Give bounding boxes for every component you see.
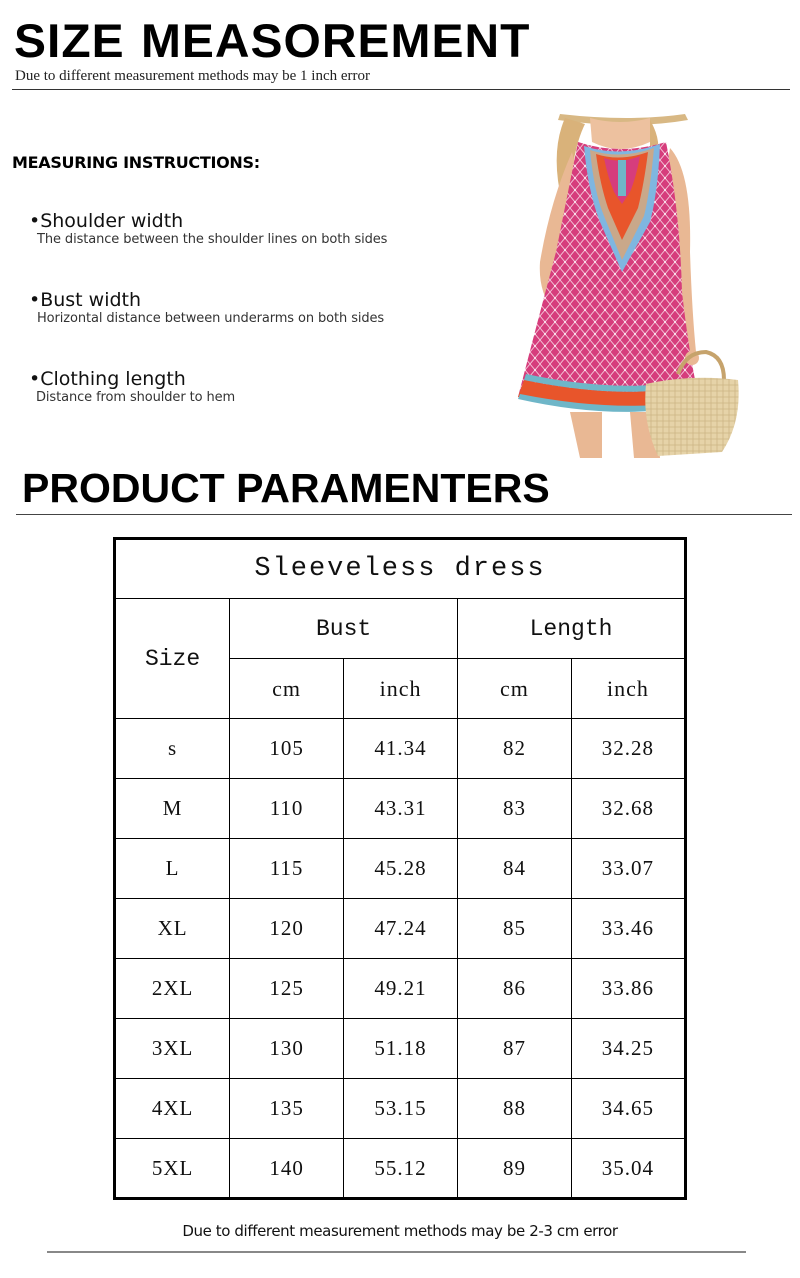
instruction-desc: Distance from shoulder to hem (36, 390, 236, 405)
length-inch-cell: 32.28 (571, 719, 685, 779)
bust-cm-cell: 105 (230, 719, 344, 779)
length-inch-cell: 34.25 (571, 1019, 685, 1079)
bust-inch-cell: 45.28 (343, 839, 457, 899)
bust-cm-cell: 120 (230, 899, 344, 959)
bust-inch-cell: 55.12 (343, 1139, 457, 1199)
table-caption: Sleeveless dress (115, 539, 686, 599)
bust-cm-cell: 115 (230, 839, 344, 899)
length-cm-cell: 85 (458, 899, 572, 959)
length-inch-cell: 34.65 (571, 1079, 685, 1139)
bust-inch-cell: 49.21 (343, 959, 457, 1019)
measuring-instructions-heading: MEASURING INSTRUCTIONS: (12, 153, 260, 172)
length-inch-cell: 35.04 (571, 1139, 685, 1199)
size-cell: XL (115, 899, 230, 959)
length-cm-cell: 82 (458, 719, 572, 779)
table-row (115, 1139, 686, 1199)
instruction-desc: Horizontal distance between underarms on both sides (37, 311, 385, 326)
measurement-error-note: Due to different measurement methods may be 1 inch error (15, 68, 371, 84)
bust-cm-header: cm (230, 659, 344, 719)
size-measurement-title (14, 14, 530, 68)
length-cm-cell: 89 (458, 1139, 572, 1199)
bust-inch-cell: 53.15 (343, 1079, 457, 1139)
divider (16, 514, 792, 515)
size-cell: L (115, 839, 230, 899)
table-row (115, 1079, 686, 1139)
size-cell: M (115, 779, 230, 839)
length-cm-cell: 87 (458, 1019, 572, 1079)
length-group-header: Length (458, 599, 686, 659)
bust-inch-cell: 43.31 (343, 779, 457, 839)
product-parameters-title: PRODUCT PARAMENTERS (22, 465, 550, 511)
table-row (115, 719, 686, 779)
size-chart-table (113, 537, 687, 1200)
title-word-measurement: MEASOREMENT (140, 14, 531, 67)
length-cm-cell: 88 (458, 1079, 572, 1139)
bust-inch-cell: 41.34 (343, 719, 457, 779)
size-cell: 5XL (115, 1139, 230, 1199)
table-row (115, 1019, 686, 1079)
measurement-error-footnote: Due to different measurement methods may be 2-3 cm error (182, 1222, 618, 1240)
instruction-desc: The distance between the shoulder lines on both sides (37, 232, 388, 247)
divider (12, 89, 790, 90)
length-cm-cell: 83 (458, 779, 572, 839)
bust-inch-cell: 47.24 (343, 899, 457, 959)
bust-inch-header: inch (343, 659, 457, 719)
size-cell: 3XL (115, 1019, 230, 1079)
table-row (115, 779, 686, 839)
length-inch-cell: 33.07 (571, 839, 685, 899)
bust-cm-cell: 130 (230, 1019, 344, 1079)
length-inch-cell: 33.46 (571, 899, 685, 959)
bust-cm-cell: 125 (230, 959, 344, 1019)
length-inch-cell: 33.86 (571, 959, 685, 1019)
size-column-header: Size (115, 599, 230, 719)
length-inch-cell: 32.68 (571, 779, 685, 839)
table-row (115, 959, 686, 1019)
length-cm-header: cm (458, 659, 572, 719)
bust-inch-cell: 51.18 (343, 1019, 457, 1079)
instruction-clothing-length (29, 368, 235, 406)
title-word-size: SIZE (14, 14, 125, 67)
product-model-image (510, 112, 750, 458)
instruction-bust-width (29, 289, 384, 327)
bust-cm-cell: 110 (230, 779, 344, 839)
bust-cm-cell: 135 (230, 1079, 344, 1139)
table-caption-row (115, 539, 686, 599)
bust-group-header: Bust (230, 599, 458, 659)
length-cm-cell: 84 (458, 839, 572, 899)
size-cell: s (115, 719, 230, 779)
instruction-name: •Shoulder width (29, 210, 184, 232)
size-cell: 4XL (115, 1079, 230, 1139)
divider (47, 1251, 746, 1253)
instruction-name: •Clothing length (29, 368, 186, 390)
table-row (115, 839, 686, 899)
length-inch-header: inch (571, 659, 685, 719)
table-row (115, 899, 686, 959)
size-cell: 2XL (115, 959, 230, 1019)
table-group-header-row (115, 599, 686, 659)
instruction-shoulder-width (29, 210, 387, 248)
instruction-name: •Bust width (29, 289, 142, 311)
length-cm-cell: 86 (458, 959, 572, 1019)
bust-cm-cell: 140 (230, 1139, 344, 1199)
